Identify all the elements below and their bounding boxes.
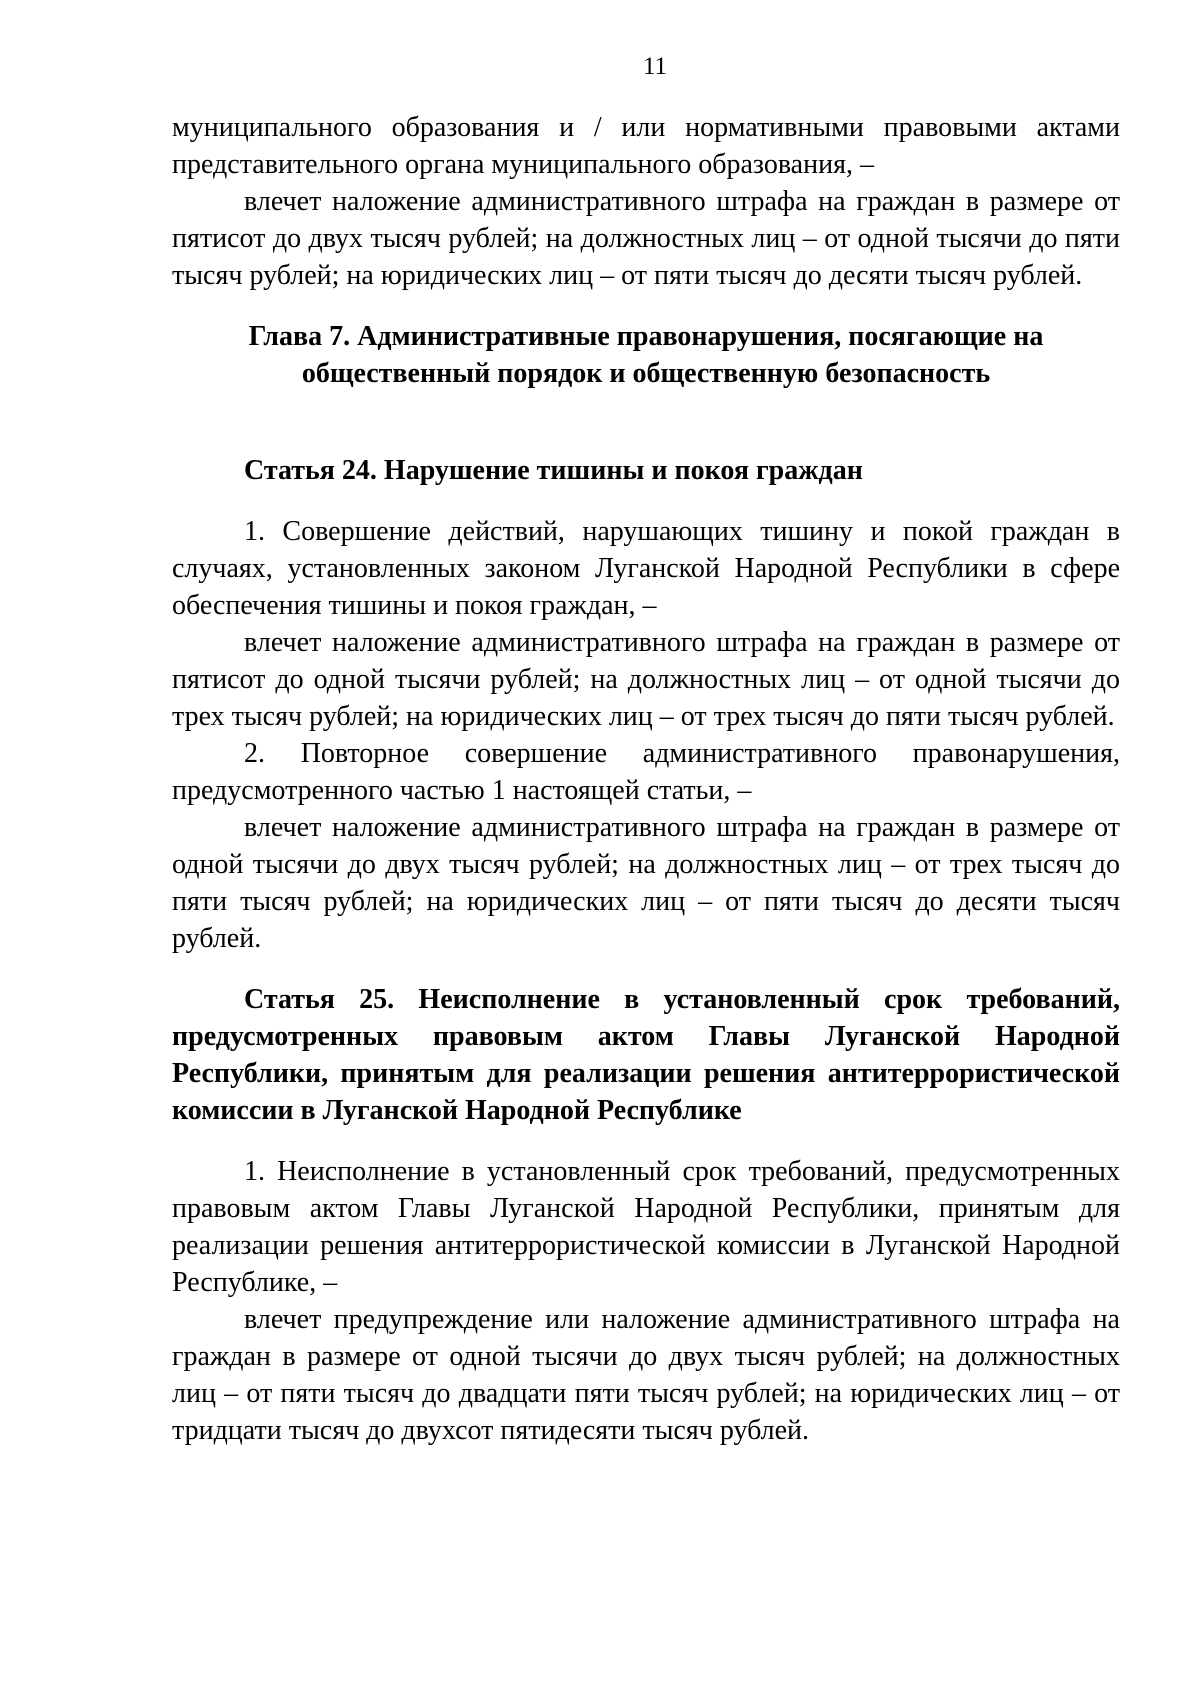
article-24-part-1: 1. Совершение действий, нарушающих тишину и покой граждан в случаях, установленных законом Луганской Народной Республики в сфере обеспечения тишины и покоя граждан, – [172,516,1120,621]
paragraph-intro-continuation: муниципального образования и / или нормативными правовыми актами представительного органа муниципального образования, – [172,112,1120,180]
article-25-part-1-penalty: влечет предупреждение или наложение административного штрафа на граждан в размере от одной тысячи до двух тысяч рублей; на должностных лиц – от пяти тысяч до двадцати пяти тысяч рублей; на юридических лиц – от тридцати тысяч до двухсот пятидесяти тысяч рублей. [172,1304,1120,1446]
document-page [172,52,1120,1449]
page-number: 11 [642,53,668,80]
article-24-part-2: 2. Повторное совершение административного правонарушения, предусмотренного частью 1 настоящей статьи, – [172,738,1120,806]
article-25-title: Статья 25. Неисполнение в установленный срок требований, предусмотренных правовым актом Главы Луганской Народной Республики, принятым для реализации решения антитеррористической комиссии в Луганской Народной Республике [172,984,1120,1126]
article-25-part-1: 1. Неисполнение в установленный срок требований, предусмотренных правовым актом Главы Луганской Народной Республики, принятым для реализации решения антитеррористической комиссии в Луганской Народной Республике, – [172,1156,1120,1298]
chapter-title: Глава 7. Административные правонарушения, посягающие на общественный порядок и общественную безопасность [248,321,1044,389]
paragraph-intro-penalty: влечет наложение административного штрафа на граждан в размере от пятисот до двух тысяч рублей; на должностных лиц – от одной тысячи до пяти тысяч рублей; на юридических лиц – от пяти тысяч до десяти тысяч рублей. [172,186,1120,291]
article-24-title: Статья 24. Нарушение тишины и покоя граждан [244,455,863,486]
article-24-part-2-penalty: влечет наложение административного штрафа на граждан в размере от одной тысячи до двух тысяч рублей; на должностных лиц – от трех тысяч до пяти тысяч рублей; на юридических лиц – от пяти тысяч до десяти тысяч рублей. [172,812,1120,954]
article-24-part-1-penalty: влечет наложение административного штрафа на граждан в размере от пятисот до одной тысячи рублей; на должностных лиц – от одной тысячи до трех тысяч рублей; на юридических лиц – от трех тысяч до пяти тысяч рублей. [172,627,1120,732]
